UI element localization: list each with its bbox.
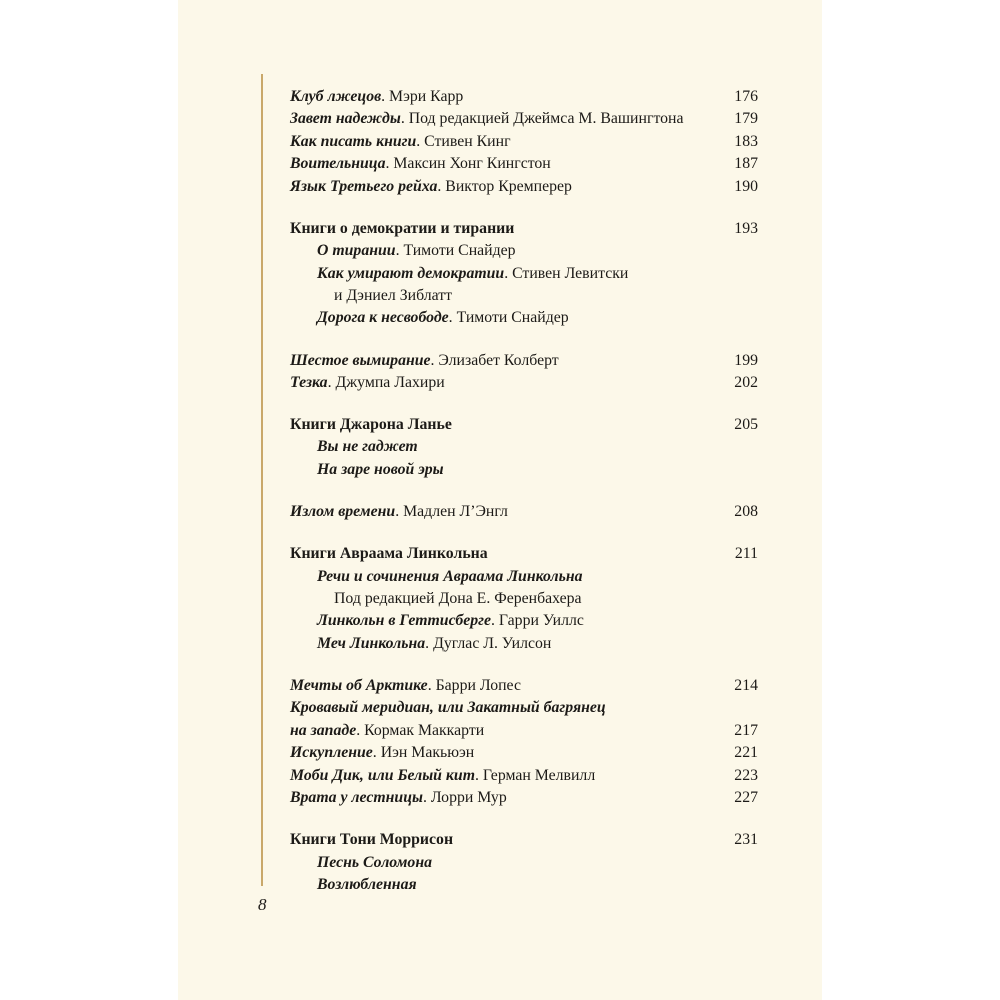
toc-entry-author: . Кормак Маккарти bbox=[356, 721, 485, 739]
group-spacer bbox=[290, 481, 758, 501]
toc-entry-author: . Элизабет Колберт bbox=[430, 351, 559, 369]
toc-entry bbox=[290, 787, 758, 809]
toc-entry-page: 193 bbox=[734, 219, 758, 237]
toc-entry-page: 183 bbox=[734, 132, 758, 150]
toc-entry bbox=[290, 108, 758, 130]
toc-subentry bbox=[290, 566, 758, 588]
toc-entry-author: . Мадлен Л’Энгл bbox=[395, 503, 508, 521]
toc-subentry bbox=[290, 852, 758, 874]
group-spacer bbox=[290, 394, 758, 414]
toc-entry-title: Моби Дик, или Белый кит bbox=[290, 766, 475, 784]
toc-entry bbox=[290, 86, 758, 108]
toc-entry-author: . Гарри Уиллс bbox=[491, 612, 584, 630]
toc-entry-title: Излом времени bbox=[290, 503, 396, 521]
toc-entry-page: 223 bbox=[734, 766, 758, 784]
toc-entry-title: Возлюбленная bbox=[317, 875, 417, 893]
toc-entry-title: Как умирают демократии bbox=[317, 264, 505, 282]
toc-entry-title: Завет надежды bbox=[290, 110, 401, 128]
toc-entry bbox=[290, 176, 758, 198]
toc-entry-title: Кровавый меридиан, или Закатный багрянец bbox=[290, 699, 606, 717]
toc-entry-title: на западе bbox=[290, 721, 357, 739]
toc-entry-author: . Дуглас Л. Уилсон bbox=[425, 634, 552, 652]
toc-entry-title: На заре новой эры bbox=[317, 460, 444, 478]
toc-entry-author: . Барри Лопес bbox=[427, 676, 521, 694]
toc-subentry bbox=[290, 459, 758, 481]
group-spacer bbox=[290, 198, 758, 218]
toc-entry-title: Меч Линкольна bbox=[317, 634, 426, 652]
toc-entry-title: Как писать книги bbox=[290, 132, 417, 150]
toc-subentry bbox=[290, 436, 758, 458]
toc-entry bbox=[290, 153, 758, 175]
toc-entry-author: и Дэниел Зиблатт bbox=[334, 286, 453, 304]
toc-subentry bbox=[290, 263, 758, 285]
toc-entry bbox=[290, 350, 758, 372]
toc-entry-author: . Герман Мелвилл bbox=[474, 766, 596, 784]
toc-section-heading: Книги о демократии и тирании bbox=[290, 219, 515, 237]
toc-section bbox=[290, 829, 758, 851]
toc-entry-page: 179 bbox=[734, 110, 758, 128]
toc-entry-page: 190 bbox=[734, 177, 758, 195]
toc-entry-title: Вы не гаджет bbox=[317, 438, 418, 456]
toc-entry-page: 176 bbox=[734, 88, 758, 105]
toc-subentry bbox=[290, 633, 758, 655]
toc-subentry bbox=[290, 307, 758, 329]
page-number: 8 bbox=[258, 895, 267, 914]
toc-section-heading: Книги Джарона Ланье bbox=[290, 416, 452, 434]
toc-section-heading: Книги Тони Моррисон bbox=[290, 831, 454, 849]
toc-entry-author: . Максин Хонг Кингстон bbox=[385, 155, 551, 173]
toc-entry bbox=[290, 131, 758, 153]
toc-entry-title: Воительница bbox=[290, 155, 386, 173]
toc-entry-title: Линкольн в Геттисберге bbox=[317, 612, 492, 630]
toc-entry-author: . Стивен Кинг bbox=[416, 132, 511, 150]
toc-entry-author: . Под редакцией Джеймса М. Вашингтона bbox=[400, 110, 684, 128]
toc-entry-title: Клуб лжецов bbox=[290, 88, 382, 105]
toc-entry-page: 202 bbox=[734, 373, 758, 391]
toc-entry-title: Врата у лестницы bbox=[290, 788, 423, 806]
toc-entry-page: 199 bbox=[734, 351, 758, 369]
toc-entry-title: Искупление bbox=[290, 744, 373, 762]
toc-entry bbox=[290, 675, 758, 697]
toc-entry bbox=[290, 765, 758, 787]
toc-entry-page: 231 bbox=[734, 831, 758, 849]
toc-entry-title: Тезка bbox=[290, 373, 328, 391]
toc-entry bbox=[290, 501, 758, 523]
toc-entry-title: Дорога к несвободе bbox=[317, 309, 449, 327]
toc-subentry-continuation bbox=[290, 285, 758, 307]
toc-entry-title: Шестое вымирание bbox=[290, 351, 431, 369]
toc-section bbox=[290, 414, 758, 436]
toc-entry-page: 205 bbox=[734, 416, 758, 434]
toc-subentry bbox=[290, 874, 758, 896]
toc-subentry bbox=[290, 610, 758, 632]
toc-entry-title: Песнь Соломона bbox=[317, 853, 432, 871]
toc-entry bbox=[290, 372, 758, 394]
toc-entry-page: 217 bbox=[734, 721, 758, 739]
group-spacer bbox=[290, 523, 758, 543]
toc-entry-editor: Под редакцией Дона Е. Ференбахера bbox=[334, 590, 582, 608]
toc-entry-title: Язык Третьего рейха bbox=[290, 177, 438, 195]
toc-entry-page: 187 bbox=[734, 155, 758, 173]
toc-entry bbox=[290, 742, 758, 764]
toc-entry-author: . Лорри Мур bbox=[422, 788, 507, 806]
group-spacer bbox=[290, 330, 758, 350]
margin-rule bbox=[261, 74, 263, 886]
toc-entry-author: . Виктор Кремперер bbox=[437, 177, 572, 195]
toc-entry bbox=[290, 697, 758, 719]
toc-entry-title: Речи и сочинения Авраама Линкольна bbox=[317, 567, 583, 585]
toc-entry-page: 227 bbox=[734, 788, 758, 806]
toc-section bbox=[290, 543, 758, 565]
toc-entry-page: 221 bbox=[734, 744, 758, 762]
toc-entry-continuation bbox=[290, 720, 758, 742]
toc-section-heading: Книги Авраама Линкольна bbox=[290, 545, 488, 563]
toc-entry-title: Мечты об Арктике bbox=[290, 676, 428, 694]
toc-entry-author: . Тимоти Снайдер bbox=[395, 242, 516, 260]
toc-entry-author: . Стивен Левитски bbox=[504, 264, 629, 282]
table-of-contents bbox=[290, 86, 758, 896]
toc-section bbox=[290, 218, 758, 240]
toc-entry-author: . Джумпа Лахири bbox=[327, 373, 445, 391]
toc-entry-author: . Иэн Макьюэн bbox=[372, 744, 475, 762]
toc-entry-author: . Мэри Карр bbox=[381, 88, 464, 105]
toc-entry-author: . Тимоти Снайдер bbox=[448, 309, 569, 327]
toc-entry-page: 208 bbox=[734, 503, 758, 521]
toc-subentry-continuation bbox=[290, 588, 758, 610]
group-spacer bbox=[290, 809, 758, 829]
toc-entry-title: О тирании bbox=[317, 242, 396, 260]
group-spacer bbox=[290, 655, 758, 675]
toc-entry-page: 214 bbox=[734, 676, 758, 694]
toc-entry-page: 211 bbox=[734, 545, 758, 563]
toc-subentry bbox=[290, 240, 758, 262]
